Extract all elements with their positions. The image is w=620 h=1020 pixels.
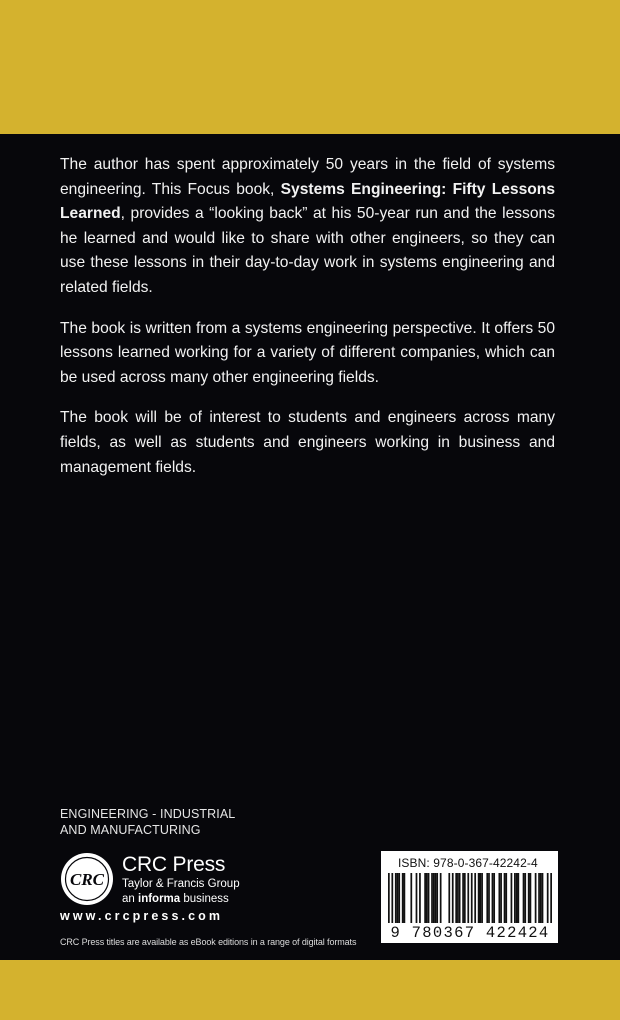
category-line-1: ENGINEERING - INDUSTRIAL <box>60 807 236 821</box>
barcode-bar <box>493 873 495 923</box>
barcode-bar <box>540 873 542 923</box>
barcode-bar <box>467 873 469 923</box>
barcode-bar <box>410 873 412 923</box>
barcode-bar <box>435 873 437 923</box>
barcode-bar <box>524 873 526 923</box>
barcode-bar <box>500 873 502 923</box>
svg-text:CRC: CRC <box>69 870 105 889</box>
publisher-website: www.crcpress.com <box>60 909 224 923</box>
description-paragraph-1: The author has spent approximately 50 years in the field of systems engineering. This Focus book, Systems Engineering: Fifty Lessons Learned, provides a “looking back” at his 50-year run and the lessons he learned and would like to share with other engineers, so they can use these lessons in their day-to-day work in systems engineering and related fields. <box>60 156 555 296</box>
barcode-icon <box>388 873 552 923</box>
barcode-bar <box>457 873 459 923</box>
barcode-bar <box>462 873 464 923</box>
barcode-bar <box>426 873 428 923</box>
book-description <box>60 153 555 496</box>
barcode-bar <box>530 873 532 923</box>
barcode-bar <box>538 873 540 923</box>
barcode-bar <box>479 873 481 923</box>
publisher-name: CRC Press <box>122 853 226 876</box>
publisher-group: Taylor & Francis Group <box>122 878 240 890</box>
subject-category <box>60 806 235 838</box>
barcode-bar <box>471 873 473 923</box>
publisher-block <box>122 853 240 907</box>
barcode-bar <box>517 873 519 923</box>
barcode-bar <box>550 873 552 923</box>
publisher-tagline: an informa business <box>122 893 229 905</box>
barcode-bar <box>388 873 390 923</box>
barcode-bar <box>481 873 483 923</box>
barcode-bar <box>505 873 507 923</box>
barcode-bar <box>547 873 549 923</box>
barcode-bar <box>455 873 457 923</box>
barcode-bar <box>474 873 476 923</box>
barcode-bar <box>504 873 506 923</box>
barcode-bar <box>424 873 426 923</box>
crc-logo-icon <box>60 852 114 906</box>
bottom-color-band <box>0 960 620 1020</box>
description-paragraph-3: The book will be of interest to students and engineers across many fields, as well as students and engineers working in business and management fields. <box>60 409 555 476</box>
barcode-bar <box>436 873 438 923</box>
barcode-bar <box>402 873 404 923</box>
barcode-bar <box>492 873 494 923</box>
barcode-bar <box>397 873 399 923</box>
barcode-bar <box>542 873 544 923</box>
book-title-bold: Systems Engineering: Fifty Lessons Learned <box>60 180 555 223</box>
category-line-2: AND MANUFACTURING <box>60 823 201 837</box>
barcode-bar <box>452 873 454 923</box>
barcode-bar <box>488 873 490 923</box>
barcode-bar <box>516 873 518 923</box>
barcode-bar <box>528 873 530 923</box>
barcode-digits: 9 780367 422424 <box>390 924 550 942</box>
barcode-bar <box>419 873 421 923</box>
barcode-bar <box>448 873 450 923</box>
barcode-bar <box>486 873 488 923</box>
barcode-bar <box>428 873 430 923</box>
barcode-bar <box>464 873 466 923</box>
ebook-note: CRC Press titles are available as eBook editions in a range of digital formats <box>60 937 357 947</box>
top-color-band <box>0 0 620 134</box>
barcode-bar <box>404 873 406 923</box>
barcode-bar <box>440 873 442 923</box>
barcode-bar <box>431 873 433 923</box>
barcode-bar <box>511 873 513 923</box>
barcode-bar <box>535 873 537 923</box>
barcode-bar <box>398 873 400 923</box>
barcode-bar <box>416 873 418 923</box>
barcode-bar <box>478 873 480 923</box>
barcode-bar <box>433 873 435 923</box>
barcode-bar <box>498 873 500 923</box>
barcode-bar <box>514 873 516 923</box>
barcode-bar <box>523 873 525 923</box>
barcode-bar <box>391 873 393 923</box>
barcode-bar <box>395 873 397 923</box>
isbn-label: ISBN: 978-0-367-42242-4 <box>398 856 538 870</box>
description-paragraph-2: The book is written from a systems engineering perspective. It offers 50 lessons learned working for a variety of different companies, which can be used across many other engineering fields. <box>60 319 555 386</box>
barcode-bar <box>459 873 461 923</box>
